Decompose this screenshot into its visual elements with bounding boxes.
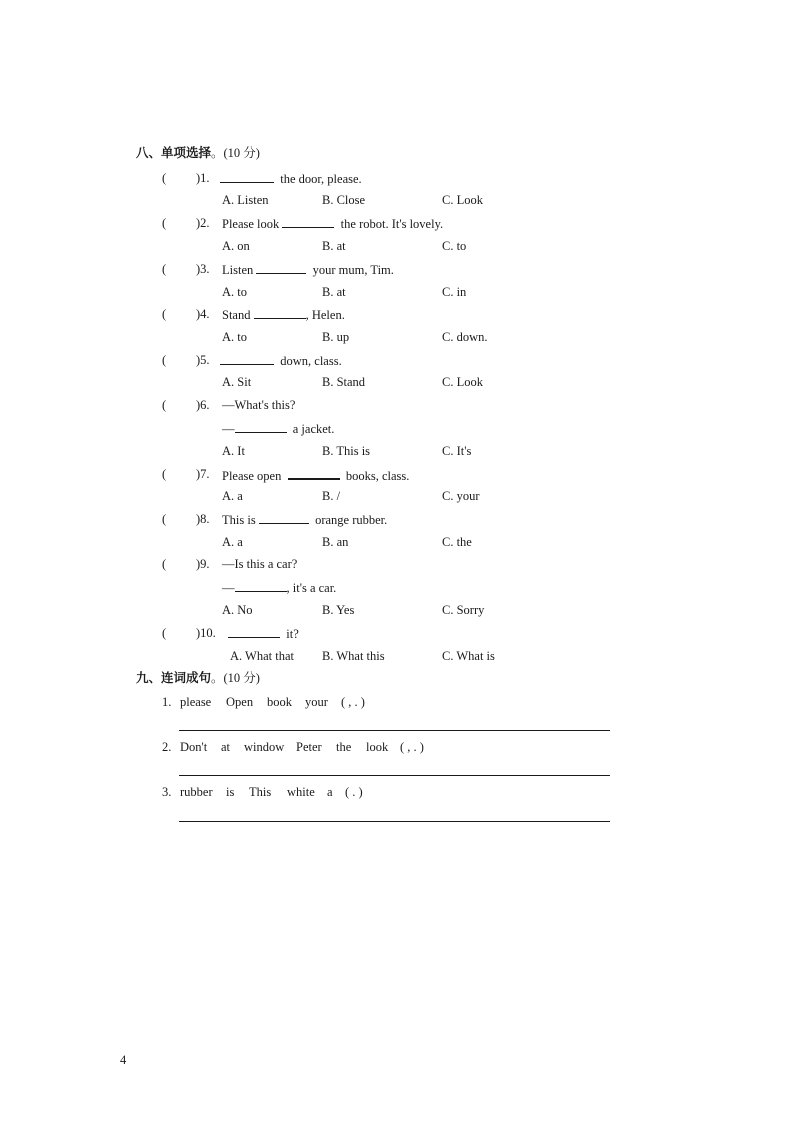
dash: — xyxy=(222,422,235,436)
question-stem xyxy=(222,466,409,484)
answer-line[interactable] xyxy=(179,730,610,731)
scrambled-word: look xyxy=(366,740,389,754)
option-a: A. a xyxy=(222,535,243,549)
punctuation-hint: ( , . ) xyxy=(400,740,424,754)
item-number: 1. xyxy=(162,695,172,709)
answer-blank[interactable] xyxy=(220,170,274,183)
scrambled-word: window xyxy=(244,740,285,754)
option-b: B. at xyxy=(322,285,346,299)
option-b: B. Stand xyxy=(322,375,366,389)
question-number: )1. xyxy=(196,171,210,185)
answer-bracket-open: ( xyxy=(162,353,167,367)
option-c: C. Look xyxy=(442,193,483,207)
question-number: )5. xyxy=(196,353,210,367)
scrambled-word: at xyxy=(221,740,231,754)
answer-blank[interactable] xyxy=(254,306,306,319)
option-b: B. What this xyxy=(322,649,385,663)
dialogue-line-2 xyxy=(222,420,334,437)
punctuation-hint: ( , . ) xyxy=(341,695,365,709)
question-stem xyxy=(220,352,342,369)
answer-bracket-open: ( xyxy=(162,216,167,230)
option-a: A. a xyxy=(222,489,243,503)
scrambled-word: your xyxy=(305,695,328,709)
answer-line[interactable] xyxy=(179,821,610,822)
option-b: B. This is xyxy=(322,444,371,458)
option-c: C. down. xyxy=(442,330,488,344)
question-stem xyxy=(222,511,387,528)
answer-bracket-open: ( xyxy=(162,307,167,321)
option-a: A. Listen xyxy=(222,193,269,207)
option-a: A. It xyxy=(222,444,245,458)
question-number: )2. xyxy=(196,216,210,230)
punctuation-hint: ( . ) xyxy=(345,785,363,799)
dialogue-line-2 xyxy=(222,579,336,596)
option-b: B. up xyxy=(322,330,350,344)
page-number: 4 xyxy=(120,1053,127,1067)
question-number: )4. xyxy=(196,307,210,321)
item-number: 3. xyxy=(162,785,172,799)
answer-line[interactable] xyxy=(179,775,610,776)
scrambled-word: is xyxy=(226,785,235,799)
scrambled-word: white xyxy=(287,785,315,799)
scrambled-word: a xyxy=(327,785,333,799)
question-stem xyxy=(222,261,394,278)
option-b: B. Close xyxy=(322,193,366,207)
scrambled-word: This xyxy=(249,785,272,799)
question-number: )7. xyxy=(196,467,210,481)
question-number: )9. xyxy=(196,557,210,571)
answer-blank[interactable] xyxy=(228,625,280,638)
option-c: C. Look xyxy=(442,375,483,389)
answer-bracket-open: ( xyxy=(162,557,167,571)
question-stem xyxy=(222,306,345,323)
scrambled-word: the xyxy=(336,740,352,754)
stem-text-before: Please look xyxy=(222,217,280,231)
question-number: )8. xyxy=(196,512,210,526)
answer-blank[interactable] xyxy=(282,215,334,228)
question-stem xyxy=(228,625,299,642)
section-8-points: 。(10 分) xyxy=(211,146,260,160)
answer-bracket-open: ( xyxy=(162,626,167,640)
stem-text-before: Listen xyxy=(222,263,254,277)
question-stem xyxy=(220,170,362,187)
option-c: C. in xyxy=(442,285,467,299)
scrambled-word: please xyxy=(180,695,212,709)
option-a: A. on xyxy=(222,239,250,253)
stem-text-before: This is xyxy=(222,513,256,527)
question-number: )3. xyxy=(196,262,210,276)
stem-text-after: down, class. xyxy=(280,354,342,368)
option-b: B. at xyxy=(322,239,346,253)
section-9-heading xyxy=(136,670,260,686)
answer-bracket-open: ( xyxy=(162,467,167,481)
option-c: C. your xyxy=(442,489,480,503)
scrambled-word: Open xyxy=(226,695,254,709)
dialogue-line-1: —What's this? xyxy=(222,398,296,412)
answer-blank[interactable] xyxy=(235,579,287,592)
dialogue-line-1: —Is this a car? xyxy=(222,557,298,571)
answer-blank[interactable] xyxy=(256,261,306,274)
stem-text-after: , Helen. xyxy=(305,308,345,322)
option-c: C. the xyxy=(442,535,472,549)
question-stem xyxy=(222,215,443,232)
option-b: B. an xyxy=(322,535,349,549)
scrambled-word: book xyxy=(267,695,292,709)
answer-blank[interactable] xyxy=(235,420,287,433)
question-number: )6. xyxy=(196,398,210,412)
answer-bracket-open: ( xyxy=(162,262,167,276)
scrambled-word: Don't xyxy=(180,740,208,754)
option-a: A. Sit xyxy=(222,375,252,389)
answer-blank[interactable] xyxy=(288,466,340,480)
stem-text-after: a jacket. xyxy=(292,422,335,436)
option-c: C. to xyxy=(442,239,467,253)
option-a: A. What that xyxy=(230,649,294,663)
option-a: A. No xyxy=(222,603,253,617)
section-8-heading xyxy=(136,145,260,161)
stem-text-after: it? xyxy=(286,627,299,641)
scrambled-word: rubber xyxy=(180,785,213,799)
answer-bracket-open: ( xyxy=(162,171,167,185)
question-number: )10. xyxy=(196,626,216,640)
option-c: C. What is xyxy=(442,649,495,663)
option-b: B. / xyxy=(322,489,341,503)
stem-text-before: Please open xyxy=(222,469,282,483)
section-8-title: 八、单项选择 xyxy=(136,145,212,160)
option-a: A. to xyxy=(222,285,247,299)
option-c: C. Sorry xyxy=(442,603,485,617)
section-9-points: 。(10 分) xyxy=(211,671,260,685)
option-c: C. It's xyxy=(442,444,472,458)
scrambled-word: Peter xyxy=(296,740,322,754)
item-number: 2. xyxy=(162,740,172,754)
answer-blank[interactable] xyxy=(259,511,309,524)
answer-blank[interactable] xyxy=(220,352,274,365)
stem-text-after: , it's a car. xyxy=(286,581,337,595)
option-a: A. to xyxy=(222,330,247,344)
option-b: B. Yes xyxy=(322,603,355,617)
dash: — xyxy=(222,581,235,595)
stem-text-after: the door, please. xyxy=(280,172,362,186)
stem-text-after: your mum, Tim. xyxy=(312,263,394,277)
answer-bracket-open: ( xyxy=(162,512,167,526)
stem-text-after: the robot. It's lovely. xyxy=(340,217,444,231)
stem-text-before: Stand xyxy=(222,308,251,322)
stem-text-after: orange rubber. xyxy=(315,513,388,527)
stem-text-after: books, class. xyxy=(345,469,410,483)
answer-bracket-open: ( xyxy=(162,398,167,412)
section-9-title: 九、连词成句 xyxy=(136,670,212,685)
